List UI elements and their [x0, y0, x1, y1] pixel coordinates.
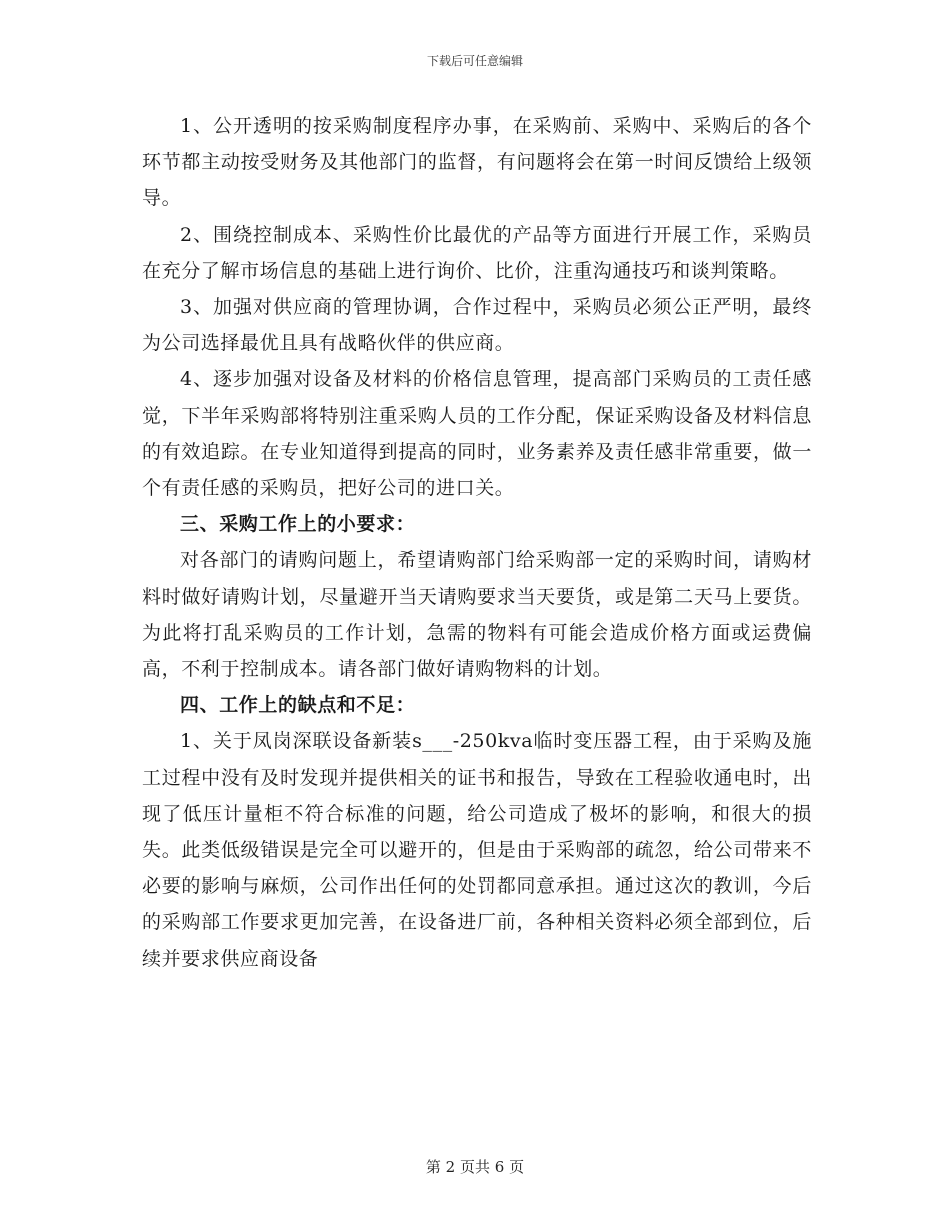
page-footer: 第 2 页共 6 页 — [425, 1158, 525, 1176]
paragraph-item-3: 3、加强对供应商的管理协调，合作过程中，采购员必须公正严明，最终为公司选择最优且具有战略伙伴的供应商。 — [142, 296, 812, 355]
section-heading-3: 三、采购工作上的小要求： — [180, 513, 416, 536]
paragraph-requirements: 对各部门的请购问题上，希望请购部门给采购部一定的采购时间，请购材料时做好请购计划，尽量避开当天请购要求当天要货，或是第二天马上要货。为此将打乱采购员的工作计划，急需的物料有可能会造成价格方面或运费偏高，不利于控制成本。请各部门做好请购物料的计划。 — [142, 549, 812, 681]
document-body — [142, 108, 812, 977]
paragraph-shortcoming-1: 1、关于凤岗深联设备新装s___-250kva临时变压器工程，由于采购及施工过程中没有及时发现并提供相关的证书和报告，导致在工程验收通电时，出现了低压计量柜不符合标准的问题，给公司造成了极坏的影响，和很大的损失。此类低级错误是完全可以避开的，但是由于采购部的疏忽，给公司带来不必要的影响与麻烦，公司作出任何的处罚都同意承担。通过这次的教训，今后的采购部工作要求更加完善，在设备进厂前，各种相关资料必须全部到位，后续并要求供应商设备 — [142, 730, 812, 970]
page-header: 下载后可任意编辑 — [426, 54, 523, 68]
paragraph-item-2: 2、围绕控制成本、采购性价比最优的产品等方面进行开展工作，采购员在充分了解市场信息的基础上进行询价、比价，注重沟通技巧和谈判策略。 — [142, 223, 812, 282]
paragraph-item-4: 4、逐步加强对设备及材料的价格信息管理，提高部门采购员的工责任感觉，下半年采购部将特别注重采购人员的工作分配，保证采购设备及材料信息的有效追踪。在专业知道得到提高的同时，业务素养及责任感非常重要，做一个有责任感的采购员，把好公司的进口关。 — [142, 368, 812, 500]
section-heading-4: 四、工作上的缺点和不足： — [180, 694, 416, 717]
paragraph-item-1: 1、公开透明的按采购制度程序办事，在采购前、采购中、采购后的各个环节都主动按受财务及其他部门的监督，有问题将会在第一时间反馈给上级领导。 — [142, 115, 812, 210]
